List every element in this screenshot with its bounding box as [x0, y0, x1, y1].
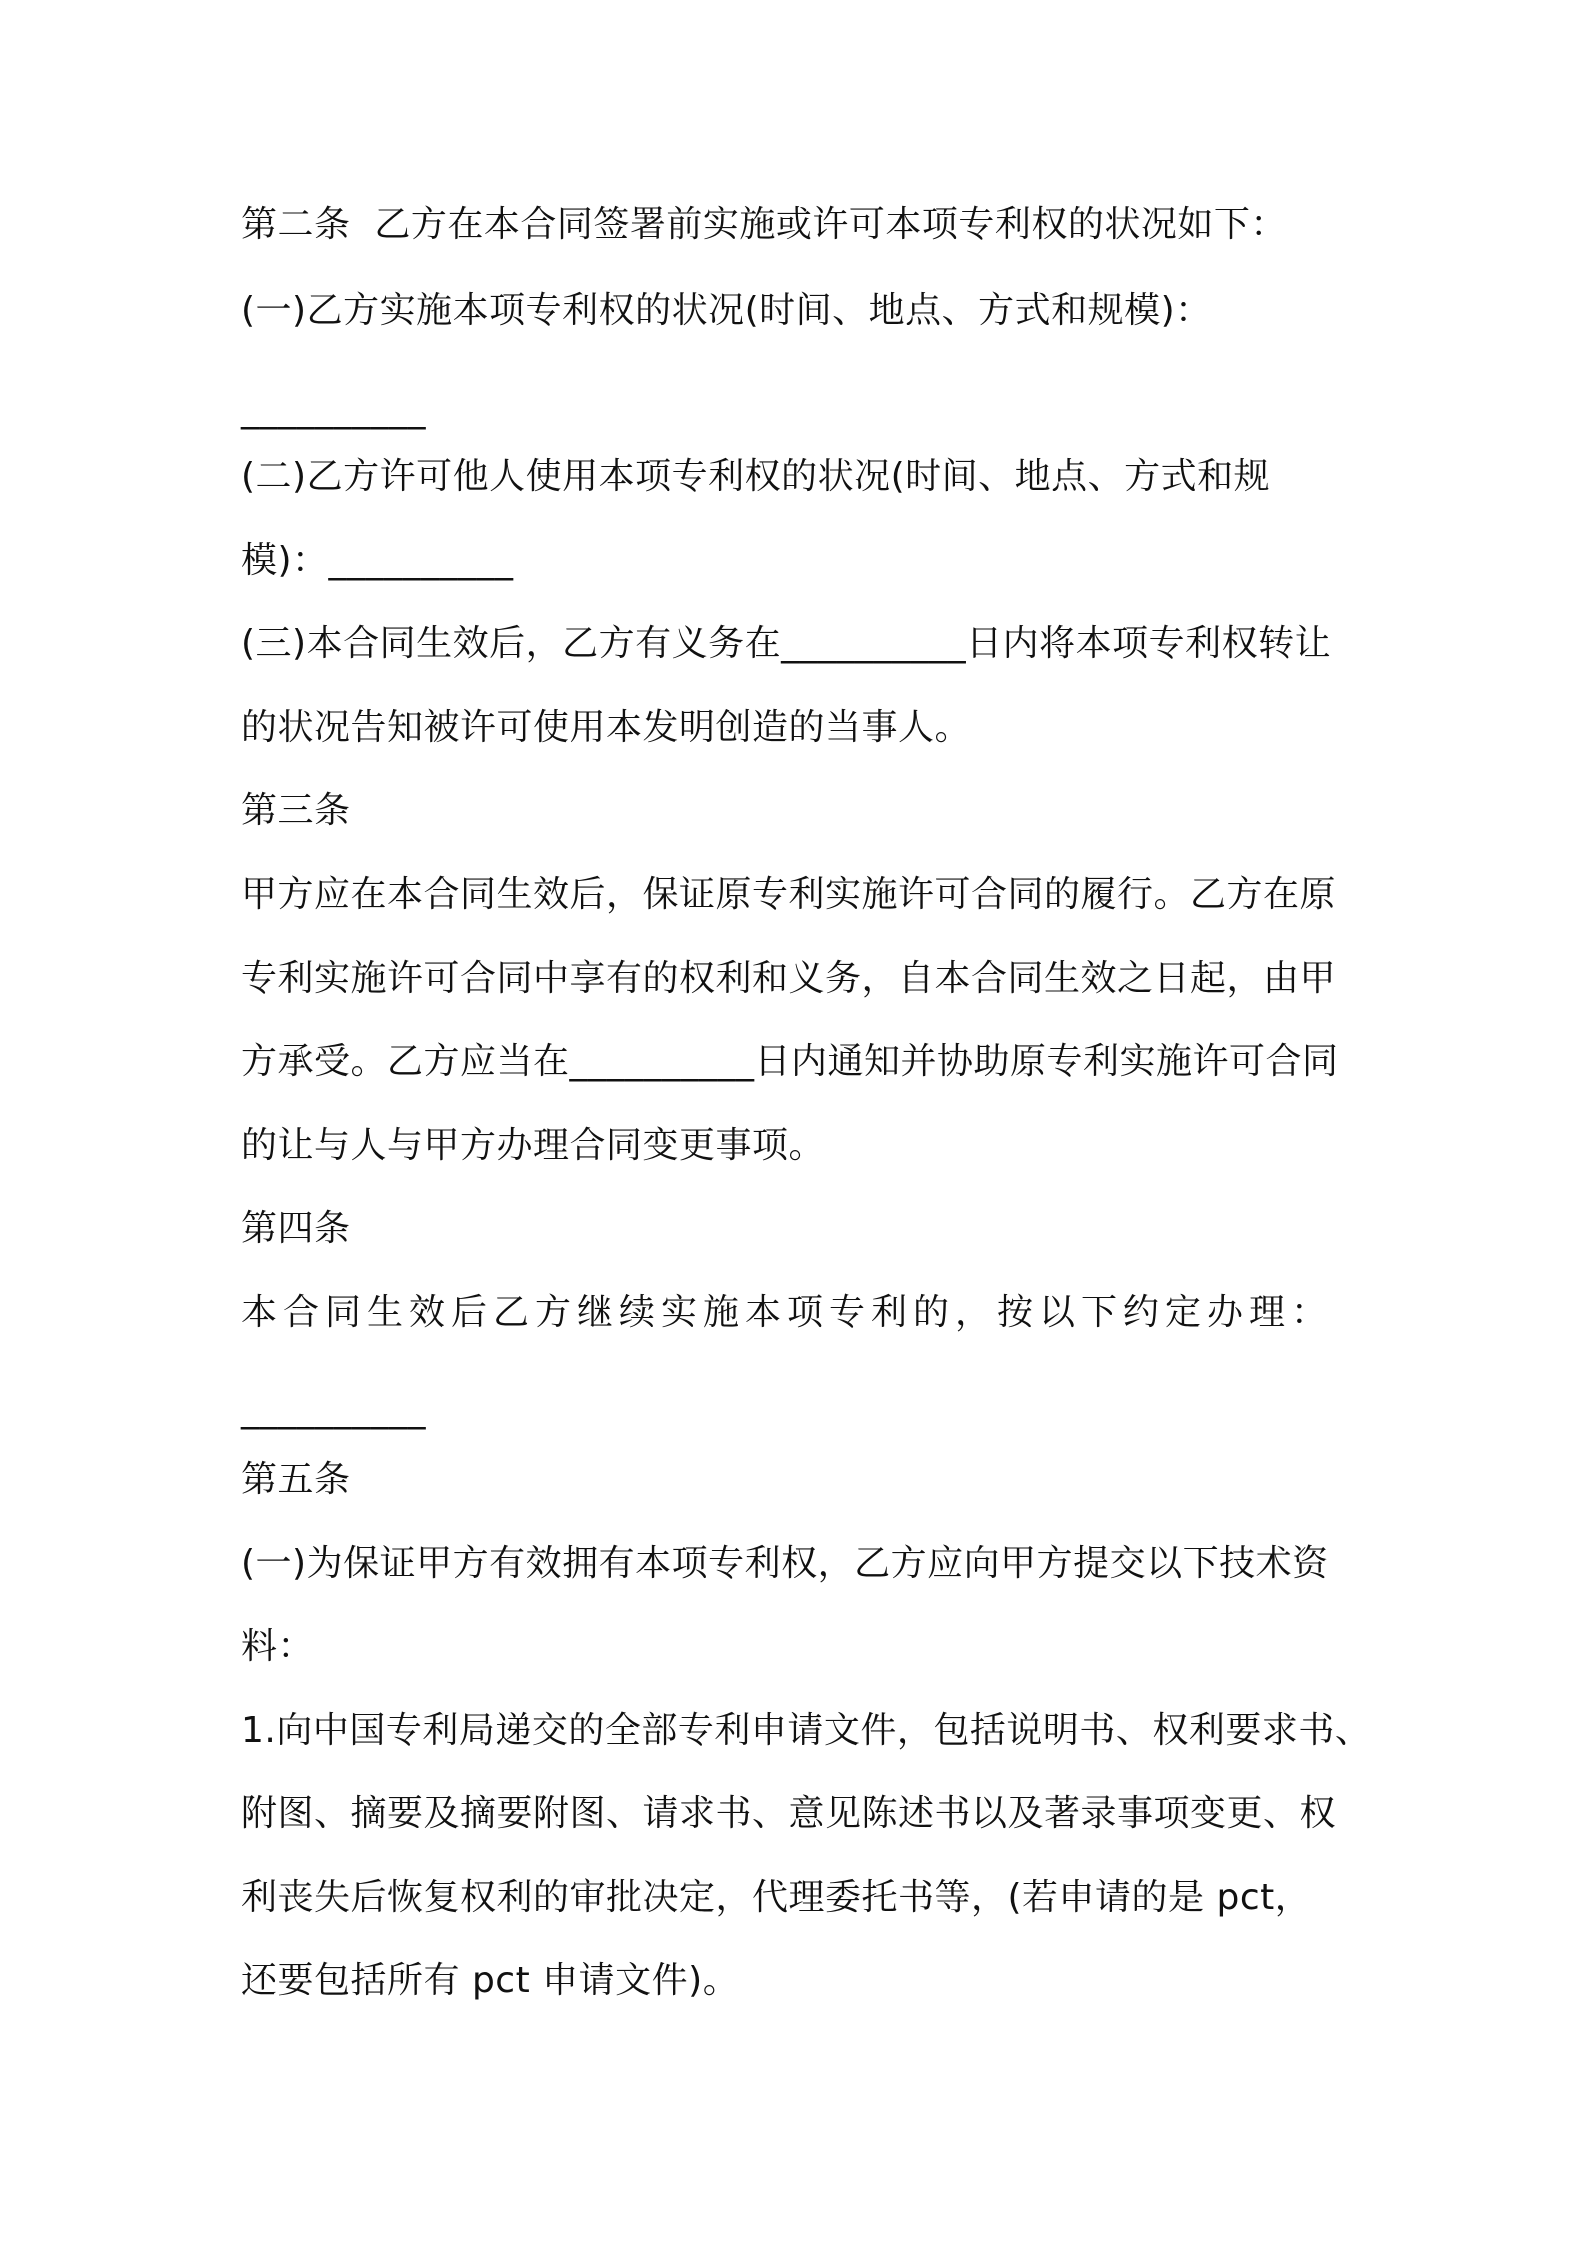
article-3-paragraph-line-3: 方承受。乙方应当在__________日内通知并协助原专利实施许可合同 [241, 1041, 1339, 1082]
article-4-paragraph: 本合同生效后乙方继续实施本项专利的，按以下约定办理： [241, 1292, 1334, 1333]
article-2-heading: 第二条 乙方在本合同签署前实施或许可本项专利权的状况如下： [241, 204, 1287, 245]
article-3-paragraph-line-1: 甲方应在本合同生效后，保证原专利实施许可合同的履行。乙方在原 [241, 874, 1337, 915]
article-2-item-2-line-1: (二)乙方许可他人使用本项专利权的状况(时间、地点、方式和规 [241, 456, 1271, 497]
article-5-item-1-line-1: (一)为保证甲方有效拥有本项专利权，乙方应向甲方提交以下技术资 [241, 1543, 1329, 1584]
article-3-heading: 第三条 [241, 790, 351, 831]
article-2-item-1: (一)乙方实施本项专利权的状况(时间、地点、方式和规模)： [241, 290, 1212, 331]
article-3-paragraph-line-2: 专利实施许可合同中享有的权利和义务，自本合同生效之日起，由甲 [241, 958, 1337, 999]
article-3-paragraph-line-4: 的让与人与甲方办理合同变更事项。 [241, 1125, 826, 1166]
article-4-blank: __________ [241, 1389, 426, 1430]
article-4-heading: 第四条 [241, 1208, 351, 1249]
article-5-item-1-line-2: 料： [241, 1626, 315, 1667]
article-5-list-1-line-1: 1.向中国专利局递交的全部专利申请文件，包括说明书、权利要求书、 [241, 1710, 1372, 1751]
article-5-list-1-line-3: 利丧失后恢复权利的审批决定，代理委托书等，(若申请的是 pct， [241, 1877, 1312, 1918]
article-2-item-3-line-2: 的状况告知被许可使用本发明创造的当事人。 [241, 707, 972, 748]
article-5-list-1-line-2: 附图、摘要及摘要附图、请求书、意见陈述书以及著录事项变更、权 [241, 1793, 1337, 1834]
article-2-item-3-line-1: (三)本合同生效后，乙方有义务在__________日内将本项专利权转让 [241, 623, 1332, 664]
article-5-heading: 第五条 [241, 1459, 351, 1500]
article-2-item-2-line-2: 模)：__________ [241, 540, 514, 581]
article-5-list-1-line-4: 还要包括所有 pct 申请文件)。 [241, 1960, 740, 2001]
article-2-item-1-blank: __________ [241, 389, 426, 430]
